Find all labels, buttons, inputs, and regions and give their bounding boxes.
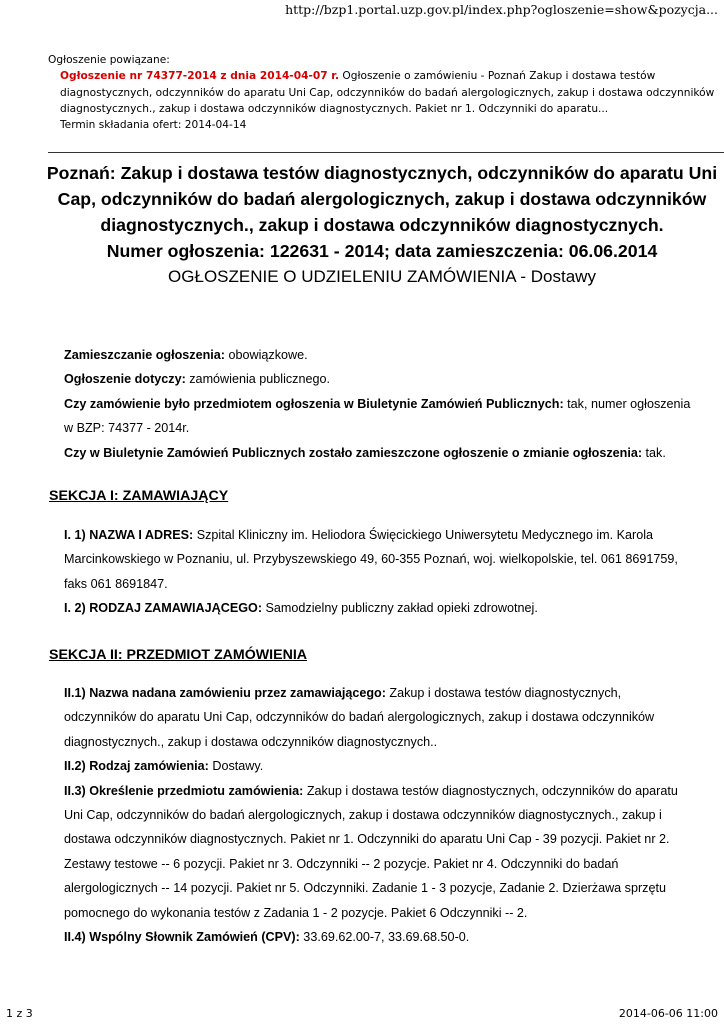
field-value: tak.	[642, 445, 666, 460]
related-label: Ogłoszenie powiązane:	[48, 54, 170, 66]
field-label: Zamieszczanie ogłoszenia:	[64, 348, 225, 362]
field-label: Ogłoszenie dotyczy:	[64, 372, 186, 387]
page-counter: 1 z 3	[6, 1007, 33, 1020]
field-contract-type	[64, 754, 694, 778]
related-notice	[48, 52, 716, 133]
field-value: Szpital Kliniczny im. Heliodora Święcickiego Uniwersytetu Medycznego im. Karola Marcinkowskiego w Poznaniu, ul. Przybyszewskiego 49, 60-355 Poznań, woj. wielkopolskie, tel. 061 8691759, faks 061 8691847.	[64, 528, 678, 591]
field-value: obowiązkowe.	[224, 348, 308, 362]
field-publication	[64, 343, 694, 367]
field-bzp-notice	[64, 392, 694, 441]
field-label: Czy w Biuletynie Zamówień Publicznych zostało zamieszczone ogłoszenie o zmianie ogłoszenia:	[64, 445, 643, 460]
field-label: II.4) Wspólny Słownik Zamówień (CPV):	[64, 930, 300, 945]
separator-line	[48, 152, 724, 153]
notice-title	[40, 160, 724, 290]
field-label: II.3) Określenie przedmiotu zamówienia:	[64, 783, 304, 798]
field-value: tak, numer ogłoszenia w BZP: 74377 - 2014r.	[64, 396, 691, 436]
notice-number: Numer ogłoszenia: 122631 - 2014; data zamieszczenia: 06.06.2014	[106, 241, 658, 261]
field-value: Zakup i dostawa testów diagnostycznych, odczynników do aparatu Uni Cap, odczynników do badań alergologicznych, zakup i dostawa odczynników diagnostycznych., zakup i dostawa odczynników diagnostycznych. Pakiet nr 1. Odczynniki do aparatu Uni Cap - 39 pozycji. Pakiet nr 2. Zestawy testowe -- 6 pozycji. Pakiet nr 3. Odczynniki -- 2 pozycje. Pakiet nr 4. Odczynniki do badań alergologicznych -- 14 pozycji. Pakiet nr 5. Odczynniki. Zadanie 1 - 3 pozycje, Zadanie 2. Dzierżawa sprzętu pomocnego do wykonania testów z Zadania 1 - 2 pozycje. Pakiet 6 Odczynniki -- 2.	[64, 783, 678, 920]
field-value: 33.69.62.00-7, 33.69.68.50-0.	[299, 930, 470, 945]
field-concerns	[64, 367, 694, 391]
notice-type: OGŁOSZENIE O UDZIELENIU ZAMÓWIENIA - Dostawy	[168, 267, 596, 286]
page-url: http://bzp1.portal.uzp.gov.pl/index.php?ogloszenie=show&pozycja...	[285, 2, 718, 17]
section-2-content	[64, 681, 694, 949]
related-text: Ogłoszenie o zamówieniu - Poznań Zakup i dostawa testów diagnostycznych, odczynników do aparatu Uni Cap, odczynników do badań alergologicznych, zakup i dostawa odczynników diagnostycznych., zakup i dostawa odczynników diagnostycznych. Pakiet nr 1. Odczynniki do aparatu...	[60, 70, 715, 115]
related-deadline: Termin składania ofert: 2014-04-14	[60, 119, 247, 132]
field-label: II.2) Rodzaj zamówienia:	[64, 759, 209, 774]
field-label: Czy zamówienie było przedmiotem ogłoszenia w Biuletynie Zamówień Publicznych:	[64, 396, 564, 411]
related-notice-link[interactable]: Ogłoszenie nr 74377-2014 z dnia 2014-04-07 r.	[60, 70, 340, 83]
field-cpv	[64, 925, 694, 949]
field-subject	[64, 779, 694, 925]
field-label: I. 1) NAZWA I ADRES:	[64, 528, 194, 542]
field-change-notice	[64, 441, 694, 465]
print-datetime: 2014-06-06 11:00	[618, 1007, 718, 1020]
related-body	[48, 68, 716, 133]
field-value: Samodzielny publiczny zakład opieki zdrowotnej.	[262, 601, 538, 616]
field-contracting-type	[64, 596, 694, 620]
section-2-heading: SEKCJA II: PRZEDMIOT ZAMÓWIENIA	[49, 647, 308, 663]
section-1-content	[64, 523, 694, 621]
field-label: I. 2) RODZAJ ZAMAWIAJĄCEGO:	[64, 601, 263, 616]
field-value: Dostawy.	[208, 759, 264, 774]
field-value: Zakup i dostawa testów diagnostycznych, odczynników do aparatu Uni Cap, odczynników do badań alergologicznych, zakup i dostawa odczynników diagnostycznych., zakup i dostawa odczynników diagnostycznych..	[64, 686, 655, 749]
field-value: zamówienia publicznego.	[185, 372, 330, 387]
field-name-address	[64, 523, 694, 596]
field-label: II.1) Nazwa nadana zamówieniu przez zamawiającego:	[64, 686, 386, 700]
intro-fields	[64, 343, 694, 465]
title-main: Poznań: Zakup i dostawa testów diagnostycznych, odczynników do aparatu Uni Cap, odczynników do badań alergologicznych, zakup i dostawa odczynników diagnostycznych., zakup i dostawa odczynników diagnostycznych.	[46, 163, 718, 235]
field-contract-name	[64, 681, 694, 754]
section-1-heading: SEKCJA I: ZAMAWIAJĄCY	[49, 488, 229, 504]
